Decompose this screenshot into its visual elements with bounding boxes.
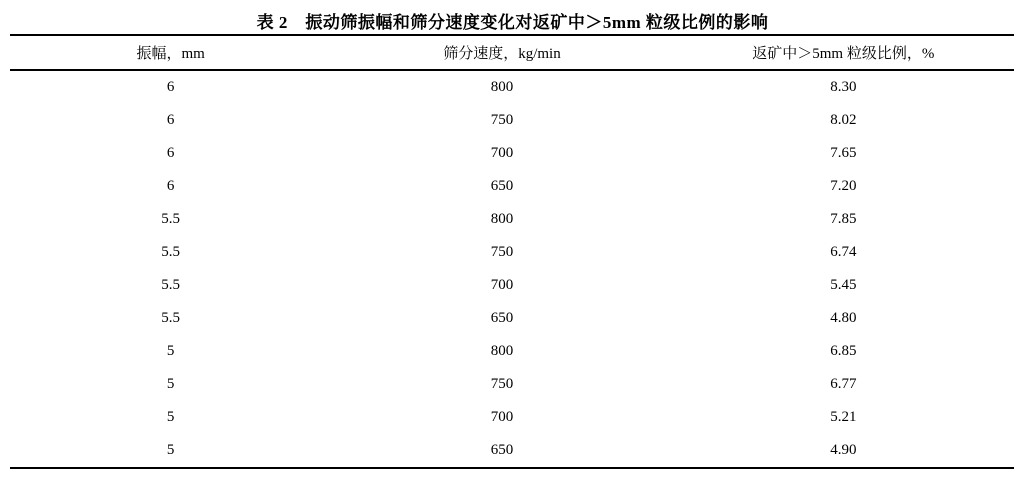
table-cell: 7.85: [830, 211, 857, 227]
table-cell: 5.5: [161, 277, 180, 293]
table-row: [10, 401, 1014, 434]
table-cell: 650: [490, 178, 514, 194]
table-cell: 5: [166, 376, 175, 392]
table-cell: 700: [490, 277, 514, 293]
table-cell: 5: [166, 442, 175, 458]
table-cell: 650: [490, 442, 514, 458]
table-cell: 6: [166, 79, 175, 95]
table-row: [10, 269, 1014, 302]
table-row: [10, 104, 1014, 137]
table-row: [10, 137, 1014, 170]
table-cell: 750: [490, 244, 514, 260]
table-cell: 5.21: [830, 409, 857, 425]
table-cell: 5.5: [161, 244, 180, 260]
table-row: [10, 203, 1014, 236]
column-header-amplitude: 振幅，mm: [136, 46, 205, 62]
table-cell: 5.5: [161, 310, 180, 326]
table-cell: 800: [490, 79, 514, 95]
column-header-oversize-proportion: 返矿中＞5mm 粒级比例，%: [752, 46, 935, 62]
table-cell: 800: [490, 211, 514, 227]
table-caption: 表 2 振动筛振幅和筛分速度变化对返矿中＞5mm 粒级比例的影响: [256, 13, 769, 32]
data-table: [10, 34, 1014, 469]
table-cell: 5.5: [161, 211, 180, 227]
table-cell: 700: [490, 409, 514, 425]
column-header-screening-speed: 筛分速度，kg/min: [443, 46, 561, 62]
table-cell: 4.80: [830, 310, 857, 326]
table-cell: 6: [166, 112, 175, 128]
table-cell: 700: [490, 145, 514, 161]
table-cell: 6: [166, 178, 175, 194]
table-cell: 5.45: [830, 277, 857, 293]
table-row: [10, 302, 1014, 335]
table-cell: 4.90: [830, 442, 857, 458]
table-cell: 7.20: [830, 178, 857, 194]
table-cell: 5: [166, 409, 175, 425]
table-cell: 8.02: [830, 112, 857, 128]
table-header: [10, 35, 1014, 70]
table-cell: 6.74: [830, 244, 857, 260]
table-cell: 6: [166, 145, 175, 161]
table-row: [10, 70, 1014, 104]
table-cell: 750: [490, 112, 514, 128]
table-row: [10, 335, 1014, 368]
table-header-row: [10, 35, 1014, 70]
table-row: [10, 236, 1014, 269]
table-row: [10, 368, 1014, 401]
table-cell: 6.77: [830, 376, 857, 392]
table-row: [10, 170, 1014, 203]
table-cell: 800: [490, 343, 514, 359]
table-cell: 650: [490, 310, 514, 326]
table-cell: 5: [166, 343, 175, 359]
table-cell: 750: [490, 376, 514, 392]
table-cell: 6.85: [830, 343, 857, 359]
table-row: [10, 434, 1014, 468]
table-cell: 7.65: [830, 145, 857, 161]
table-cell: 8.30: [830, 79, 857, 95]
table-body: [10, 70, 1014, 468]
